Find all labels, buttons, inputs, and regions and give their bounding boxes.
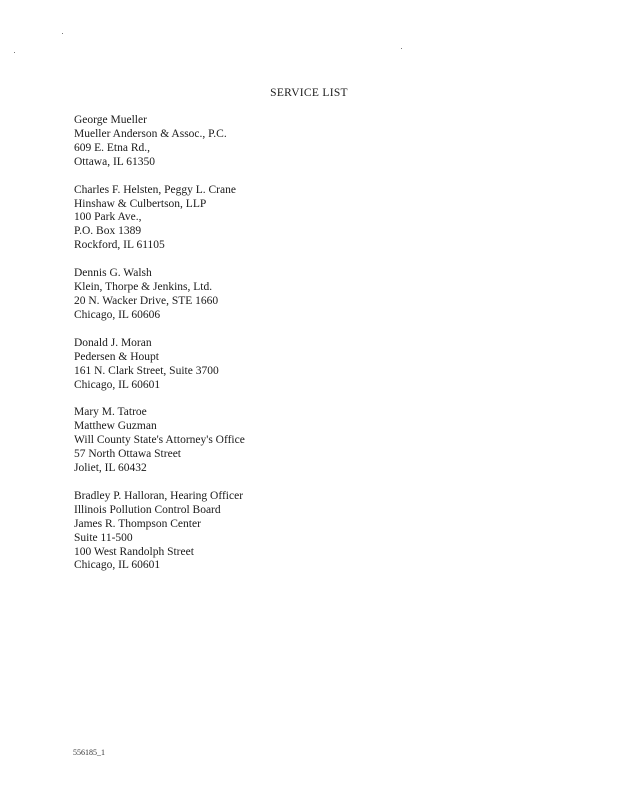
- address-line: 100 Park Ave.,: [74, 211, 142, 224]
- scan-speck: [62, 33, 63, 34]
- address-line: Chicago, IL 60601: [74, 378, 161, 391]
- service-entry: [74, 490, 554, 573]
- address-line: 20 N. Wacker Drive, STE 1660: [74, 294, 219, 307]
- document-code: 556185_1: [73, 748, 105, 757]
- address-line: Chicago, IL 60606: [74, 308, 161, 321]
- address-line: 161 N. Clark Street, Suite 3700: [74, 364, 219, 377]
- address-line: Hinshaw & Culbertson, LLP: [74, 197, 207, 210]
- recipient-name: Charles F. Helsten, Peggy L. Crane: [74, 183, 236, 196]
- service-entry: [74, 184, 554, 254]
- service-entry: [74, 114, 554, 170]
- address-line: Klein, Thorpe & Jenkins, Ltd.: [74, 281, 213, 294]
- scan-speck: [401, 48, 402, 49]
- address-line: James R. Thompson Center: [74, 517, 201, 530]
- address-line: Chicago, IL 60601: [74, 559, 161, 572]
- recipient-name: Donald J. Moran: [74, 336, 152, 349]
- address-line: Ottawa, IL 61350: [74, 155, 156, 168]
- scan-speck: [14, 52, 15, 53]
- address-line: Suite 11-500: [74, 531, 133, 544]
- address-line: Pedersen & Houpt: [74, 350, 159, 363]
- address-line: Rockford, IL 61105: [74, 239, 165, 252]
- address-line: Joliet, IL 60432: [74, 462, 147, 475]
- address-line: 57 North Ottawa Street: [74, 448, 181, 461]
- recipient-name: Dennis G. Walsh: [74, 267, 152, 280]
- address-line: Matthew Guzman: [74, 420, 157, 433]
- address-line: Illinois Pollution Control Board: [74, 503, 221, 516]
- address-line: P.O. Box 1389: [74, 225, 142, 238]
- page-title: SERVICE LIST: [270, 87, 348, 99]
- service-entry: [74, 337, 554, 393]
- address-line: Mueller Anderson & Assoc., P.C.: [74, 127, 227, 140]
- address-line: 100 West Randolph Street: [74, 545, 194, 558]
- address-line: Will County State's Attorney's Office: [74, 434, 245, 447]
- recipient-name: Mary M. Tatroe: [74, 406, 147, 419]
- service-entry: [74, 406, 554, 476]
- address-line: 609 E. Etna Rd.,: [74, 141, 151, 154]
- service-entry: [74, 267, 554, 323]
- service-list: [74, 114, 554, 587]
- recipient-name: George Mueller: [74, 114, 147, 126]
- recipient-name: Bradley P. Halloran, Hearing Officer: [74, 489, 244, 502]
